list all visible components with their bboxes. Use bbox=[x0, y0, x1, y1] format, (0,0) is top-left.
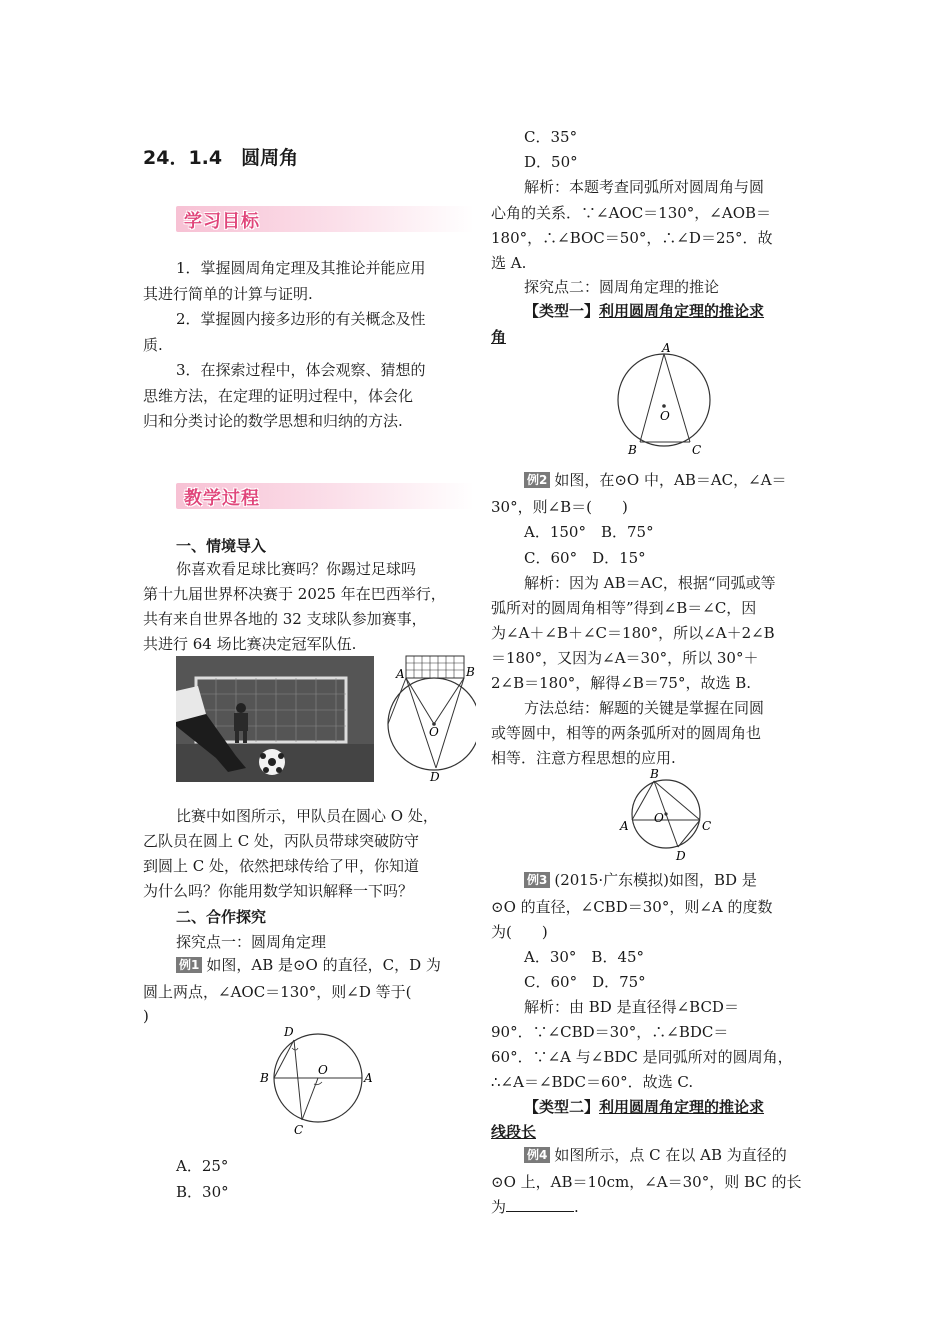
figure-label: C bbox=[692, 443, 702, 456]
type-1-heading bbox=[524, 301, 764, 321]
figure-label: B bbox=[466, 665, 475, 679]
explore-point: 探究点一：圆周角定理 bbox=[176, 933, 327, 951]
option-d: D．50° bbox=[524, 153, 578, 171]
section-heading: 二、合作探究 bbox=[176, 908, 267, 926]
objective-line: 2．掌握圆内接多边形的有关概念及性 bbox=[176, 310, 426, 328]
example-4-line bbox=[491, 1197, 579, 1217]
example-1-figure bbox=[256, 1022, 380, 1138]
figure-label: O bbox=[429, 725, 439, 739]
option-a: A．25° bbox=[176, 1157, 229, 1175]
example-badge: 例4 bbox=[524, 1147, 550, 1163]
figure-label: O bbox=[318, 1063, 328, 1077]
process-banner bbox=[176, 483, 474, 509]
process-banner-text: 教学过程 bbox=[184, 488, 260, 509]
example-badge: 例3 bbox=[524, 872, 550, 888]
figure-label: D bbox=[676, 849, 686, 863]
figure-label: O bbox=[654, 811, 664, 825]
intro-line: 共进行 64 场比赛决定冠军队伍. bbox=[143, 635, 357, 653]
example-4-line bbox=[524, 1145, 787, 1165]
example-3-line: 为( ) bbox=[491, 923, 548, 941]
example-text: 如图，AB 是⊙O 的直径，C，D 为 bbox=[206, 956, 441, 974]
intro-line: 你喜欢看足球比赛吗？你踢过足球吗 bbox=[176, 560, 417, 578]
figure-label: D bbox=[284, 1025, 294, 1039]
example-1-line bbox=[176, 955, 441, 975]
options-row: A．150° B．75° bbox=[524, 523, 654, 541]
options-row: C．60° D．75° bbox=[524, 973, 646, 991]
example-1-line: 圆上两点，∠AOC＝130°，则∠D 等于( bbox=[143, 983, 412, 1001]
option-c: C．35° bbox=[524, 128, 578, 146]
answer-blank[interactable] bbox=[506, 1197, 574, 1212]
objective-line: 其进行简单的计算与证明. bbox=[143, 285, 313, 303]
example-text: 为 bbox=[491, 1198, 507, 1216]
story-line: 为什么吗？你能用数学知识解释一下吗？ bbox=[143, 882, 414, 900]
example-2-line bbox=[524, 470, 787, 490]
story-line: 到圆上 C 处，依然把球传给了甲，你知道 bbox=[143, 857, 420, 875]
objective-line: 思维方法，在定理的证明过程中，体会化 bbox=[143, 387, 414, 405]
example-4-line: ⊙O 上，AB＝10cm，∠A＝30°，则 BC 的长 bbox=[491, 1173, 802, 1191]
soccer-photo-art bbox=[176, 656, 374, 782]
example-3-figure bbox=[618, 768, 714, 864]
analysis-line: ∴∠A＝∠BDC＝60°．故选 C. bbox=[491, 1073, 694, 1091]
figure-label: B bbox=[628, 443, 637, 456]
section-heading: 一、情境导入 bbox=[176, 537, 267, 555]
analysis-line: 2∠B＝180°，解得∠B＝75°，故选 B. bbox=[491, 674, 752, 692]
objectives-banner bbox=[176, 206, 474, 232]
figure-label: A bbox=[620, 819, 629, 833]
type-2-heading-cont: 线段长 bbox=[491, 1123, 537, 1141]
option-b: B．30° bbox=[176, 1183, 229, 1201]
example-badge: 例2 bbox=[524, 472, 550, 488]
figure-label: O bbox=[660, 409, 670, 423]
lesson-title: 24．1.4 圆周角 bbox=[143, 147, 299, 169]
objective-line: 归和分类讨论的数学思想和归纳的方法. bbox=[143, 412, 403, 430]
options-row: A．30° B．45° bbox=[524, 948, 645, 966]
explore-point: 探究点二：圆周角定理的推论 bbox=[524, 278, 720, 296]
example-text: 如图，在⊙O 中，AB＝AC，∠A＝ bbox=[554, 471, 787, 489]
options-row: C．60° D．15° bbox=[524, 549, 646, 567]
method-line: 方法总结：解题的关键是掌握在同圆 bbox=[524, 699, 765, 717]
example-3-line bbox=[524, 870, 757, 890]
method-line: 或等圆中，相等的两条弧所对的圆周角也 bbox=[491, 724, 762, 742]
analysis-line: 心角的关系．∵∠AOC＝130°，∠AOB＝ bbox=[491, 204, 772, 222]
analysis-line: 解析：本题考查同弧所对圆周角与圆 bbox=[524, 178, 765, 196]
type-bracket: 【类型二】 bbox=[524, 1098, 600, 1116]
analysis-line: 90°．∵∠CBD＝30°，∴∠BDC＝ bbox=[491, 1023, 729, 1041]
objective-line: 1．掌握圆周角定理及其推论并能应用 bbox=[176, 259, 426, 277]
type-1-heading-cont: 角 bbox=[491, 328, 507, 346]
objective-line: 3．在探索过程中，体会观察、猜想的 bbox=[176, 361, 426, 379]
objectives-banner-text: 学习目标 bbox=[184, 211, 260, 232]
example-1-line: ) bbox=[143, 1007, 149, 1025]
analysis-line: 弧所对的圆周角相等”得到∠B＝∠C，因 bbox=[491, 599, 757, 617]
analysis-line: 选 A. bbox=[491, 254, 527, 272]
type-2-heading bbox=[524, 1097, 764, 1117]
example-text: 如图所示，点 C 在以 AB 为直径的 bbox=[554, 1146, 787, 1164]
story-line: 比赛中如图所示，甲队员在圆心 O 处， bbox=[176, 807, 438, 825]
analysis-line: ＝180°，又因为∠A＝30°，所以 30°＋ bbox=[491, 649, 759, 667]
figure-label: A bbox=[396, 667, 405, 681]
intro-line: 第十九届世界杯决赛于 2025 年在巴西举行， bbox=[143, 585, 446, 603]
intro-line: 共有来自世界各地的 32 支球队参加赛事， bbox=[143, 610, 427, 628]
example-2-line: 30°，则∠B＝( ) bbox=[491, 498, 628, 516]
goal-net bbox=[406, 656, 464, 678]
analysis-line: 解析：因为 AB＝AC，根据“同弧或等 bbox=[524, 574, 776, 592]
figure-label: C bbox=[294, 1123, 304, 1137]
example-2-figure bbox=[614, 342, 714, 456]
analysis-line: 60°．∵∠A 与∠BDC 是同弧所对的圆周角， bbox=[491, 1048, 793, 1066]
figure-label: A bbox=[662, 342, 671, 355]
figure-label: B bbox=[650, 768, 659, 781]
example-text: . bbox=[574, 1198, 579, 1216]
analysis-line: 解析：由 BD 是直径得∠BCD＝ bbox=[524, 998, 739, 1016]
analysis-line: 为∠A＋∠B＋∠C＝180°，所以∠A＋2∠B bbox=[491, 624, 775, 642]
example-badge: 例1 bbox=[176, 957, 202, 973]
figure-label: A bbox=[364, 1071, 373, 1085]
example-3-line: ⊙O 的直径，∠CBD＝30°，则∠A 的度数 bbox=[491, 898, 773, 916]
objective-line: 质. bbox=[143, 336, 163, 354]
soccer-photo bbox=[176, 656, 374, 782]
example-source: (2015·广东模拟) bbox=[554, 871, 670, 889]
analysis-line: 180°，∴∠BOC＝50°，∴∠D＝25°．故 bbox=[491, 229, 773, 247]
figure-label: D bbox=[430, 770, 440, 784]
example-text: 如图，BD 是 bbox=[669, 871, 757, 889]
figure-label: B bbox=[260, 1071, 269, 1085]
type-title: 利用圆周角定理的推论求 bbox=[599, 302, 765, 320]
type-title: 利用圆周角定理的推论求 bbox=[599, 1098, 765, 1116]
type-bracket: 【类型一】 bbox=[524, 302, 600, 320]
method-line: 相等．注意方程思想的应用. bbox=[491, 749, 676, 767]
story-line: 乙队员在圆上 C 处，丙队员带球突破防守 bbox=[143, 832, 420, 850]
figure-label: C bbox=[702, 819, 712, 833]
goal-circle-figure bbox=[384, 654, 476, 784]
